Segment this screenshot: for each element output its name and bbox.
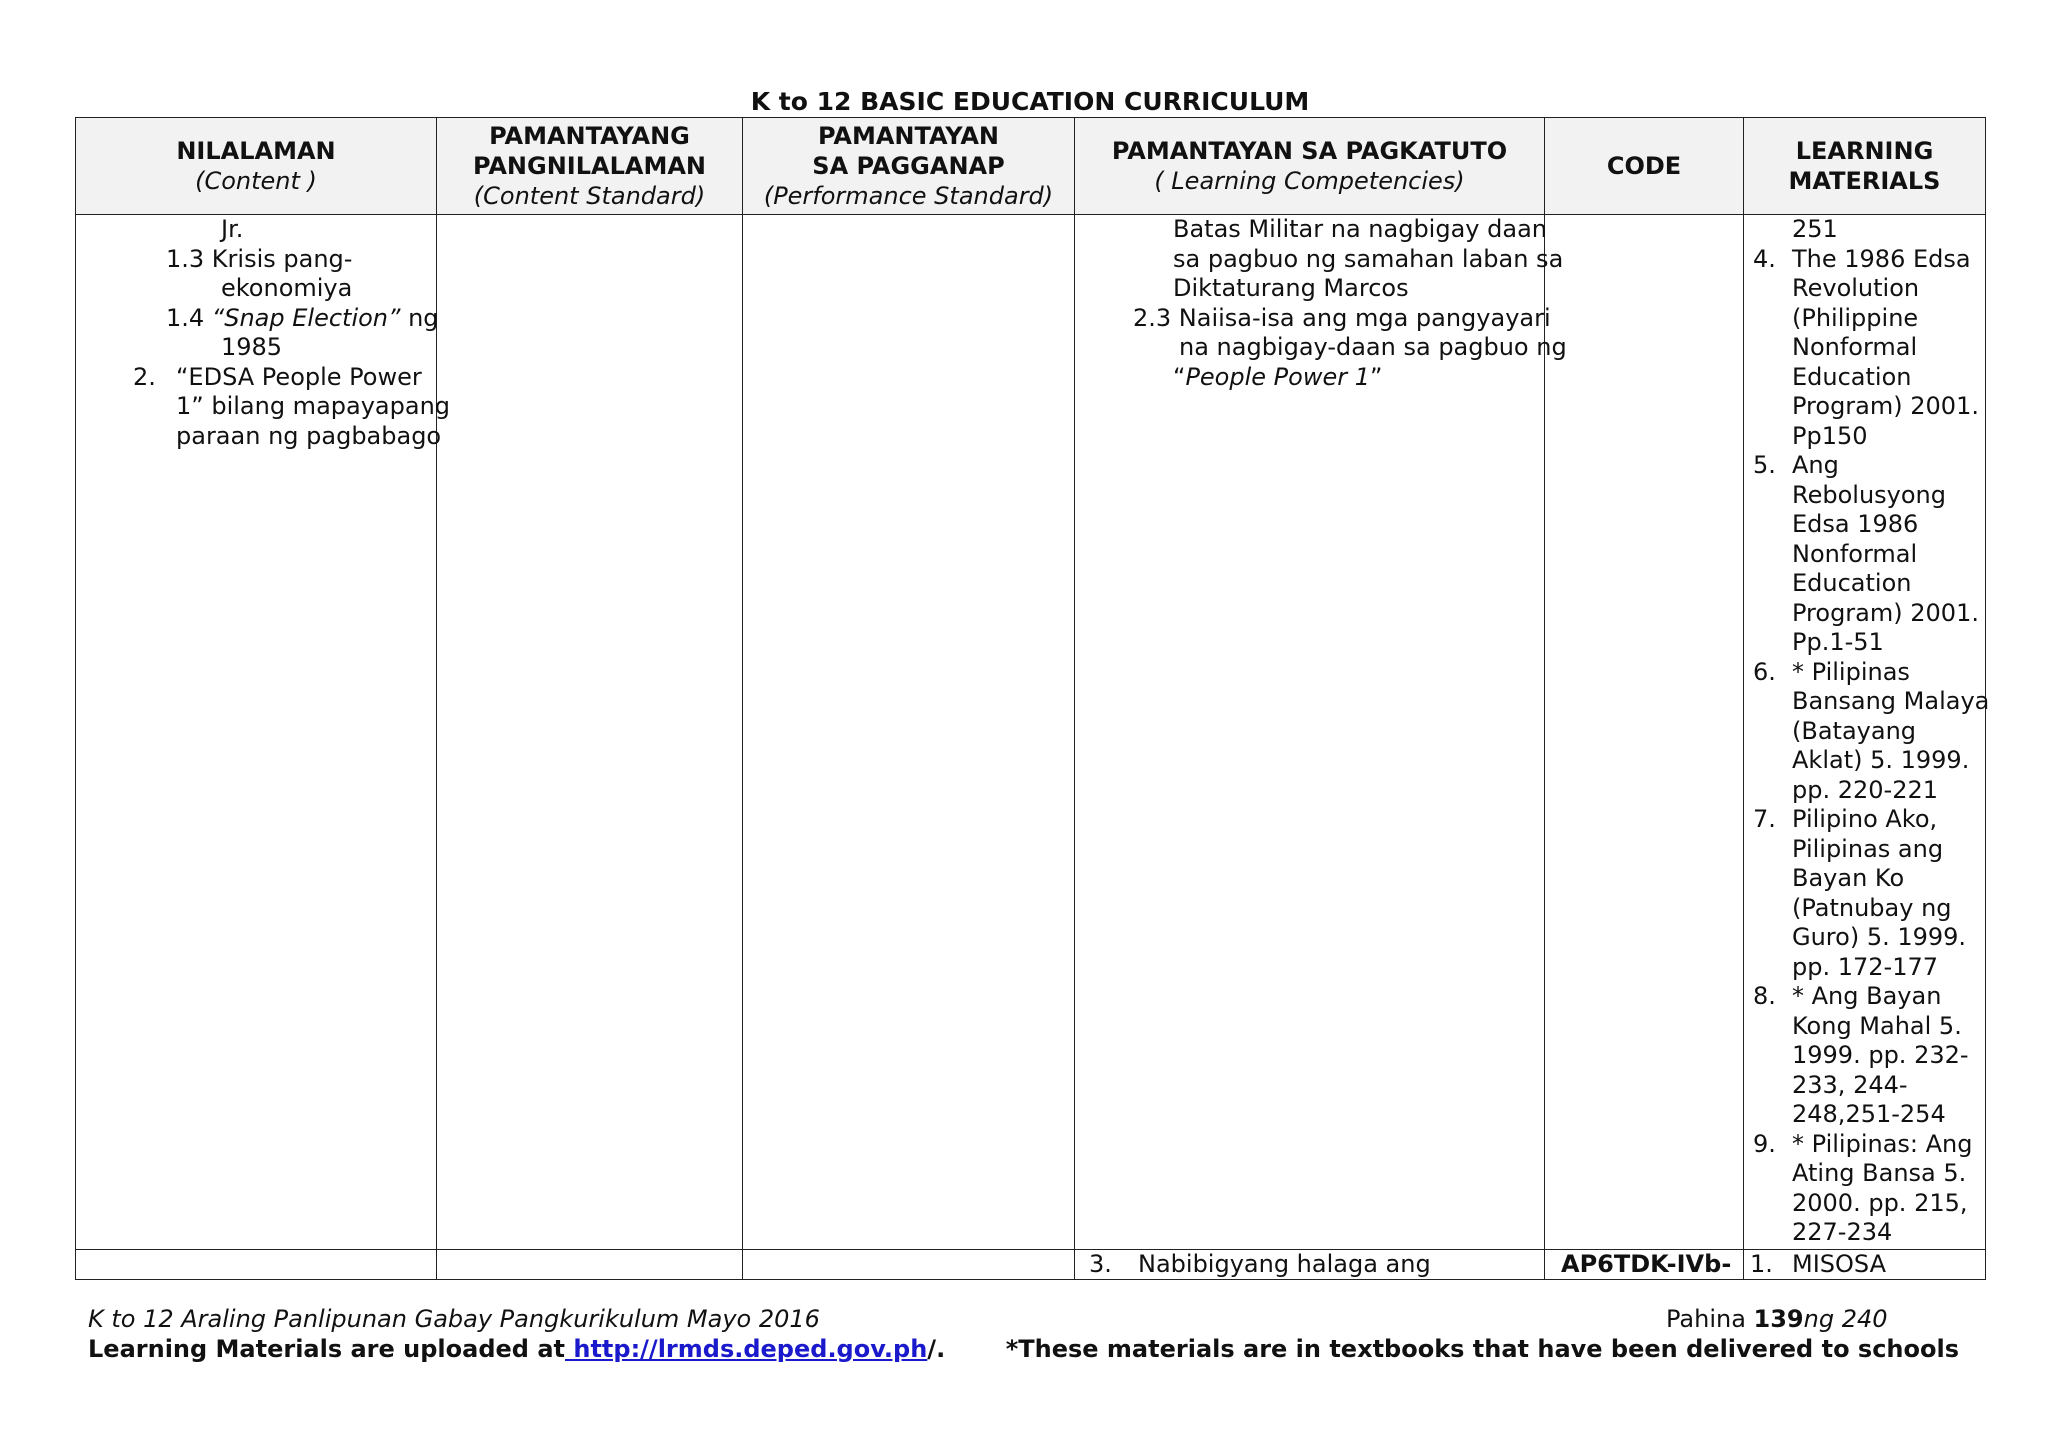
material-line: (Batayang xyxy=(1792,716,1917,745)
material-line: Ating Bansa 5. xyxy=(1792,1159,1967,1187)
footer-uploaded-text: Learning Materials are uploaded at xyxy=(88,1335,565,1363)
material-num: 4. xyxy=(1753,244,1776,273)
curriculum-table xyxy=(75,117,1990,1280)
competency-num: 3. xyxy=(1089,1250,1112,1278)
competency-italic: People Power 1 xyxy=(1185,362,1370,391)
material-num: 7. xyxy=(1753,805,1776,833)
material-line: The 1986 Edsa xyxy=(1792,244,1971,273)
table-row xyxy=(76,215,1986,1250)
page-current: 139 xyxy=(1753,1305,1804,1333)
content-cell xyxy=(76,1250,437,1280)
header-row xyxy=(76,118,1986,215)
competency-line: Diktaturang Marcos xyxy=(1173,274,1409,302)
competency-line xyxy=(1173,363,1382,393)
code-value: AP6TDK-IVb- xyxy=(1561,1250,1732,1278)
content-standard-cell xyxy=(437,1250,743,1280)
material-line: (Patnubay ng xyxy=(1792,893,1952,922)
materials-cell xyxy=(1744,1250,1986,1280)
material-line: Pilipinas ang xyxy=(1792,834,1944,863)
competency-quote: “ xyxy=(1173,362,1186,391)
content-line: 1” bilang mapayapang xyxy=(176,392,451,420)
material-line: Education xyxy=(1792,362,1912,391)
page-number xyxy=(1666,1305,1888,1333)
material-line: MISOSA xyxy=(1792,1250,1887,1278)
header-content xyxy=(76,118,437,215)
content-standard-cell xyxy=(437,215,743,1250)
content-cell xyxy=(76,215,451,1250)
material-line: Edsa 1986 xyxy=(1792,510,1919,538)
material-line: Rebolusyong xyxy=(1792,480,1946,509)
material-line: Revolution xyxy=(1792,274,1920,302)
material-line: Nonformal xyxy=(1792,539,1918,568)
header-materials-main1: LEARNING xyxy=(1795,137,1934,165)
material-line: 248,251-254 xyxy=(1792,1100,1946,1128)
table-row xyxy=(76,1250,1986,1280)
header-content-standard-main1: PAMANTAYANG xyxy=(489,122,690,150)
material-line: 2000. pp. 215, xyxy=(1792,1188,1968,1217)
competency-line: Batas Militar na nagbigay daan xyxy=(1173,215,1547,243)
materials-cell xyxy=(1744,215,1990,1250)
content-num: 1.4 xyxy=(166,303,212,332)
performance-standard-cell xyxy=(743,1250,1075,1280)
competency-cell xyxy=(1075,215,1567,1250)
header-competencies-sub: ( Learning Competencies) xyxy=(1154,167,1465,195)
material-line: Program) 2001. xyxy=(1792,598,1979,627)
header-content-main: NILALAMAN xyxy=(176,137,336,165)
content-italic: “Snap Election” xyxy=(211,303,401,332)
footer-uploaded-note xyxy=(88,1335,945,1363)
content-line: Jr. xyxy=(221,215,244,243)
competency-line: 2.3 Naiisa-isa ang mga pangyayari xyxy=(1133,303,1551,332)
material-line: 251 xyxy=(1792,215,1838,243)
content-line: paraan ng pagbabago xyxy=(176,421,442,450)
material-line: Kong Mahal 5. xyxy=(1792,1011,1962,1040)
content-line: 1.3 Krisis pang- xyxy=(166,244,353,273)
content-line xyxy=(166,304,439,334)
material-line: (Philippine xyxy=(1792,303,1919,332)
code-cell xyxy=(1545,1250,1744,1280)
material-line: Guro) 5. 1999. xyxy=(1792,923,1967,951)
material-line: Pp.1-51 xyxy=(1792,628,1884,656)
header-performance-sub: (Performance Standard) xyxy=(763,182,1054,210)
material-line: pp. 172-177 xyxy=(1792,952,1939,981)
header-competencies-main: PAMANTAYAN SA PAGKATUTO xyxy=(1111,137,1508,165)
material-num: 1. xyxy=(1750,1250,1773,1278)
header-content-standard-main2: PANGNILALAMAN xyxy=(472,152,707,180)
header-performance-standard xyxy=(743,118,1075,215)
content-line: ekonomiya xyxy=(221,274,353,302)
competency-line: na nagbigay-daan sa pagbuo ng xyxy=(1179,333,1567,361)
header-content-sub: (Content ) xyxy=(195,167,317,195)
material-line: pp. 220-221 xyxy=(1792,775,1939,804)
material-num: 9. xyxy=(1753,1129,1776,1158)
lrmds-link[interactable]: http://lrmds.deped.gov.ph xyxy=(565,1335,928,1363)
content-line-num: 2. xyxy=(133,362,156,391)
header-materials-main2: MATERIALS xyxy=(1788,167,1941,195)
competency-line: Nabibigyang halaga ang xyxy=(1138,1250,1431,1278)
header-performance-main1: PAMANTAYAN xyxy=(817,122,1000,150)
material-line: * Pilipinas: Ang xyxy=(1792,1129,1973,1158)
material-line: Ang xyxy=(1792,451,1839,479)
content-line: 1985 xyxy=(221,333,283,361)
content-line: “EDSA People Power xyxy=(176,362,422,391)
material-line: Pilipino Ako, xyxy=(1792,805,1938,833)
material-line: 233, 244- xyxy=(1792,1070,1908,1099)
material-line: Pp150 xyxy=(1792,421,1868,450)
footer-guide-title: K to 12 Araling Panlipunan Gabay Pangkurikulum Mayo 2016 xyxy=(88,1305,820,1333)
material-num: 5. xyxy=(1753,451,1776,479)
competency-line: sa pagbuo ng samahan laban sa xyxy=(1173,244,1564,273)
header-code-main: CODE xyxy=(1606,152,1682,180)
header-content-standard xyxy=(437,118,743,215)
material-line: Nonformal xyxy=(1792,333,1918,361)
material-line: Education xyxy=(1792,569,1912,597)
material-line: 227-234 xyxy=(1792,1218,1893,1246)
performance-standard-cell xyxy=(743,215,1075,1250)
header-performance-main2: SA PAGGANAP xyxy=(812,152,1005,180)
material-line: Program) 2001. xyxy=(1792,392,1979,420)
material-num: 8. xyxy=(1753,982,1776,1010)
competency-quote-end: ” xyxy=(1369,362,1383,391)
header-learning-competencies xyxy=(1075,118,1545,215)
material-line: Bansang Malaya xyxy=(1792,687,1990,715)
page-word: Pahina xyxy=(1666,1305,1754,1333)
header-content-standard-sub: (Content Standard) xyxy=(473,182,706,210)
material-num: 6. xyxy=(1753,657,1776,686)
competency-cell xyxy=(1075,1250,1545,1280)
page-total: ng 240 xyxy=(1803,1305,1888,1333)
footer-textbook-note: *These materials are in textbooks that have been delivered to schools xyxy=(1005,1335,1959,1363)
material-line: * Pilipinas xyxy=(1792,657,1910,686)
document-title: K to 12 BASIC EDUCATION CURRICULUM xyxy=(750,87,1310,116)
footer-uploaded-suffix: /. xyxy=(927,1335,946,1363)
material-line: 1999. pp. 232- xyxy=(1792,1041,1969,1069)
material-line: Bayan Ko xyxy=(1792,864,1905,892)
header-learning-materials xyxy=(1744,118,1986,215)
header-code xyxy=(1545,118,1744,215)
material-line: * Ang Bayan xyxy=(1792,982,1942,1010)
code-cell xyxy=(1545,215,1744,1250)
material-line: Aklat) 5. 1999. xyxy=(1792,746,1970,774)
content-rest: ng xyxy=(400,303,439,332)
